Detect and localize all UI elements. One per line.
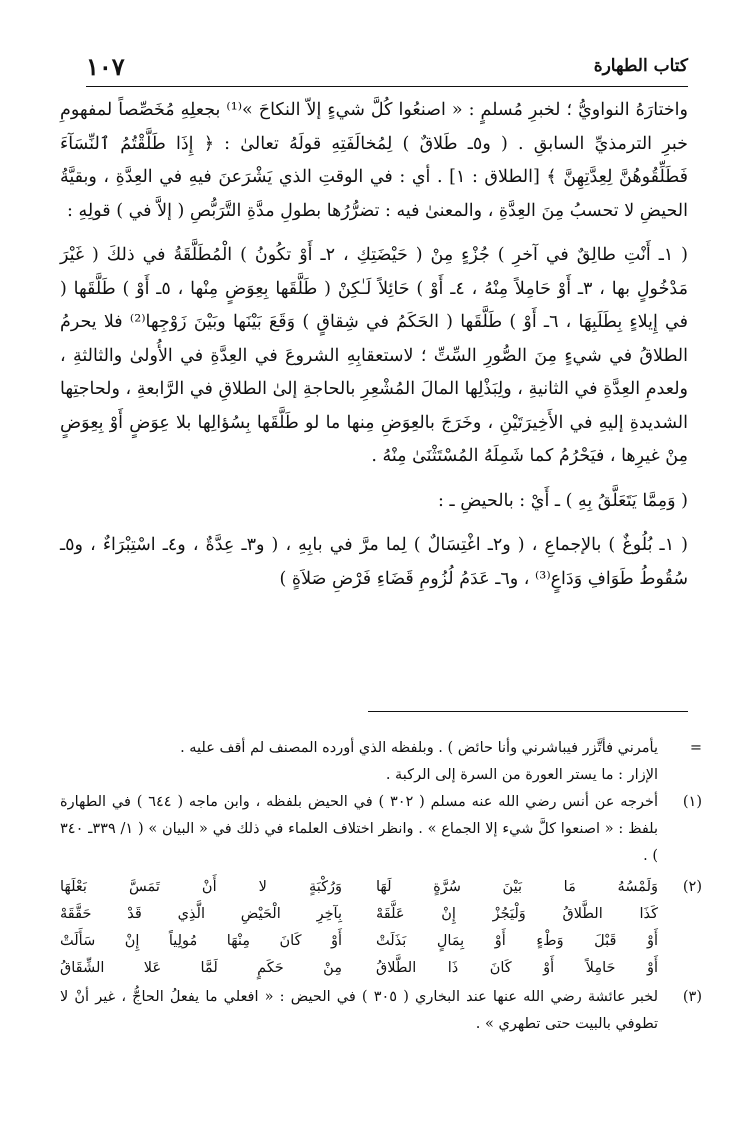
verse-hemistich: أَوْ قَبْلَ وَطْءٍ أَوْ بِمَالٍ بَذَلَتْ bbox=[376, 933, 658, 949]
continuation-line: يأمرني فأتَّزر فيباشرني وأنا حائض ) . وبلفظه الذي أورده المصنف لم أقف عليه . bbox=[180, 740, 658, 756]
page-number: ١٠٧ bbox=[86, 52, 125, 81]
footnote-text: أخرجه عن أنس رضي الله عنه مسلم ( ٣٠٢ ) في الحيض بلفظه ، وابن ماجه ( ٦٤٤ ) في الطهارة بلفظ : « اصنعوا كلَّ شيء إلا الجماع » . وانظر اختلاف العلماء في ذلك في « البيان » ( ١/ ٣٣٩ـ ٣٤٠ ) . bbox=[60, 794, 659, 864]
footnote-2 bbox=[60, 874, 702, 982]
paragraph-related-to-menses-heading: ( وَمِمَّا يَتَعَلَّقُ بِهِ ) ـ أَيْ : بالحيضِ ـ : bbox=[438, 490, 688, 511]
poem-verses bbox=[60, 874, 658, 982]
footnote-marker: (٢) bbox=[682, 879, 702, 895]
footnotes bbox=[60, 735, 702, 1038]
footnote-marker: (١) bbox=[682, 794, 702, 810]
continuation-marker: = bbox=[689, 740, 702, 756]
footnote-text: لخبر عائشة رضي الله عنها عند البخاري ( ٣٠٥ ) في الحيض : « افعلي ما يفعلُ الحاجُّ ، غير أنْ لا تطوفي بالبيت حتى تطهري » . bbox=[60, 989, 658, 1032]
running-head-title: كتاب الطهارة bbox=[593, 56, 688, 76]
footnote-continuation bbox=[60, 735, 702, 789]
main-text bbox=[60, 94, 688, 596]
footnote-marker: (٣) bbox=[682, 989, 702, 1005]
continuation-line: الإزار : ما يستر العورة من السرة إلى الركبة . bbox=[385, 767, 658, 783]
verse-hemistich: وَرُكْبَةٍ لا أَنْ تَمَسَّ بَعْلَهَا bbox=[60, 879, 342, 895]
footnote-1 bbox=[60, 789, 702, 870]
verse-hemistich: وَلَمْسُهُ مَا بَيْنَ سُرَّةٍ لَهَا bbox=[376, 879, 658, 895]
footnote-separator bbox=[368, 711, 688, 712]
page-header bbox=[86, 52, 688, 87]
paragraph-divorce-exceptions: ( ١ـ أَنْتِ طالِقٌ في آخرِ ) جُزْءٍ مِنْ ( حَيْضَتِكِ ، ٢ـ أَوْ تكُونُ ) الْمُطَلَّقَةُ في ذلكَ ( غَيْرَ مَدْخُولٍ بها ، ٣ـ أَوْ حَامِلاً مِنْهُ ، ٤ـ أَوْ ) حَائِلاً لَـٰكِنْ ( طَلَّقَها بِعِوَضٍ مِنْها ، ٥ـ أَوْ ) طَلَّقَها ( في إِيلاءٍ بِطَلَبِهَا ، ٦ـ أَوْ ) طَلَّقَها ( الحَكَمُ في شِقاقٍ ) وَقَعَ بَيْنَها وبَيْنَ زَوْجِها⁽²⁾ فلا يحرمُ الطلاقُ في شيءٍ مِنَ الصُّورِ السِّتِّ ؛ لاستعقابِهِ الشروعَ في العِدَّةِ في الأُولىٰ والثالثةِ ، ولعدمِ العِدَّةِ في الثانيةِ ، ولِبَذْلِها المالَ المُشْعِرِ بالحاجةِ إلىٰ الطلاقِ في الرَّابعةِ ، ولحاجتِها الشديدةِ إليهِ في الأَخِيرَتَيْنِ ، وخَرَجَ بالعِوَضِ مِنها ما لو طَلَّقَها بِسُؤالِها بلا عِوَضٍ أَوْ بِعِوَضٍ مِنْ غيرِها ، فيَحْرُمُ كما شَمِلَهُ المُسْتَثْنَىٰ مِنْهُ . bbox=[60, 245, 688, 466]
paragraph-choice-of-nawawi: واختارَهُ النواويُّ ؛ لخبرِ مُسلمٍ : « اصنعُوا كُلَّ شيءٍ إلاّ النكاحَ »⁽¹⁾ بجعلِهِ مُخَصِّصاً لمفهومِ خبرِ الترمذيِّ السابقِ . ( و٥ـ طَلاقٌ ) لِمُخالَفَتِهِ قولَهُ تعالىٰ : ﴿ إِذَا طَلَّقْتُمُ ٱلنِّسَآءَ فَطَلِّقُوهُنَّ لِعِدَّتِهِنَّ ﴾ [الطلاق : ١] . أي : في الوقتِ الذي يَشْرَعنَ فيهِ في العِدَّةِ ، وبقيَّةُ الحيضِ لا تحسبُ مِنَ العِدَّةِ ، والمعنىٰ فيه : تضرُّرُها بطولِ مدَّةِ التَّرَبُّصِ ( إلاَّ في ) قولِهِ : bbox=[60, 100, 688, 221]
verse-hemistich: كَذَا الطَّلاقُ وَلْيَجُزْ إِنْ عَلَّقَهْ bbox=[376, 906, 658, 922]
footnote-3 bbox=[60, 984, 702, 1038]
verse-hemistich: أَوْ كَانَ مِنْهَا مُولِياً إِنْ سَأَلَتْ bbox=[60, 933, 342, 949]
verse-hemistich: مِنْ حَكَمٍ لَمَّا عَلا الشِّقَاقُ bbox=[60, 960, 342, 976]
verse-hemistich: أَوْ حَامِلاً أَوْ كَانَ ذَا الطَّلاقُ bbox=[376, 960, 658, 976]
paragraph-related-items: ( ١ـ بُلُوغٌ ) بالإجماعِ ، ( و٢ـ اغْتِسَالٌ ) لِما مرَّ في بابِهِ ، ( و٣ـ عِدَّةٌ ، و٤ـ اسْتِبْرَاءٌ ، و٥ـ سُقُوطُ طَوَافِ وَدَاعٍ⁽³⁾ ، و٦ـ عَدَمُ لُزُومِ قَضَاءِ فَرْضِ صَلاَةٍ ) bbox=[60, 535, 689, 589]
verse-hemistich: بِآخِرِ الْحَيْضِ الَّذِي قَدْ حَقَّقَهْ bbox=[60, 906, 342, 922]
